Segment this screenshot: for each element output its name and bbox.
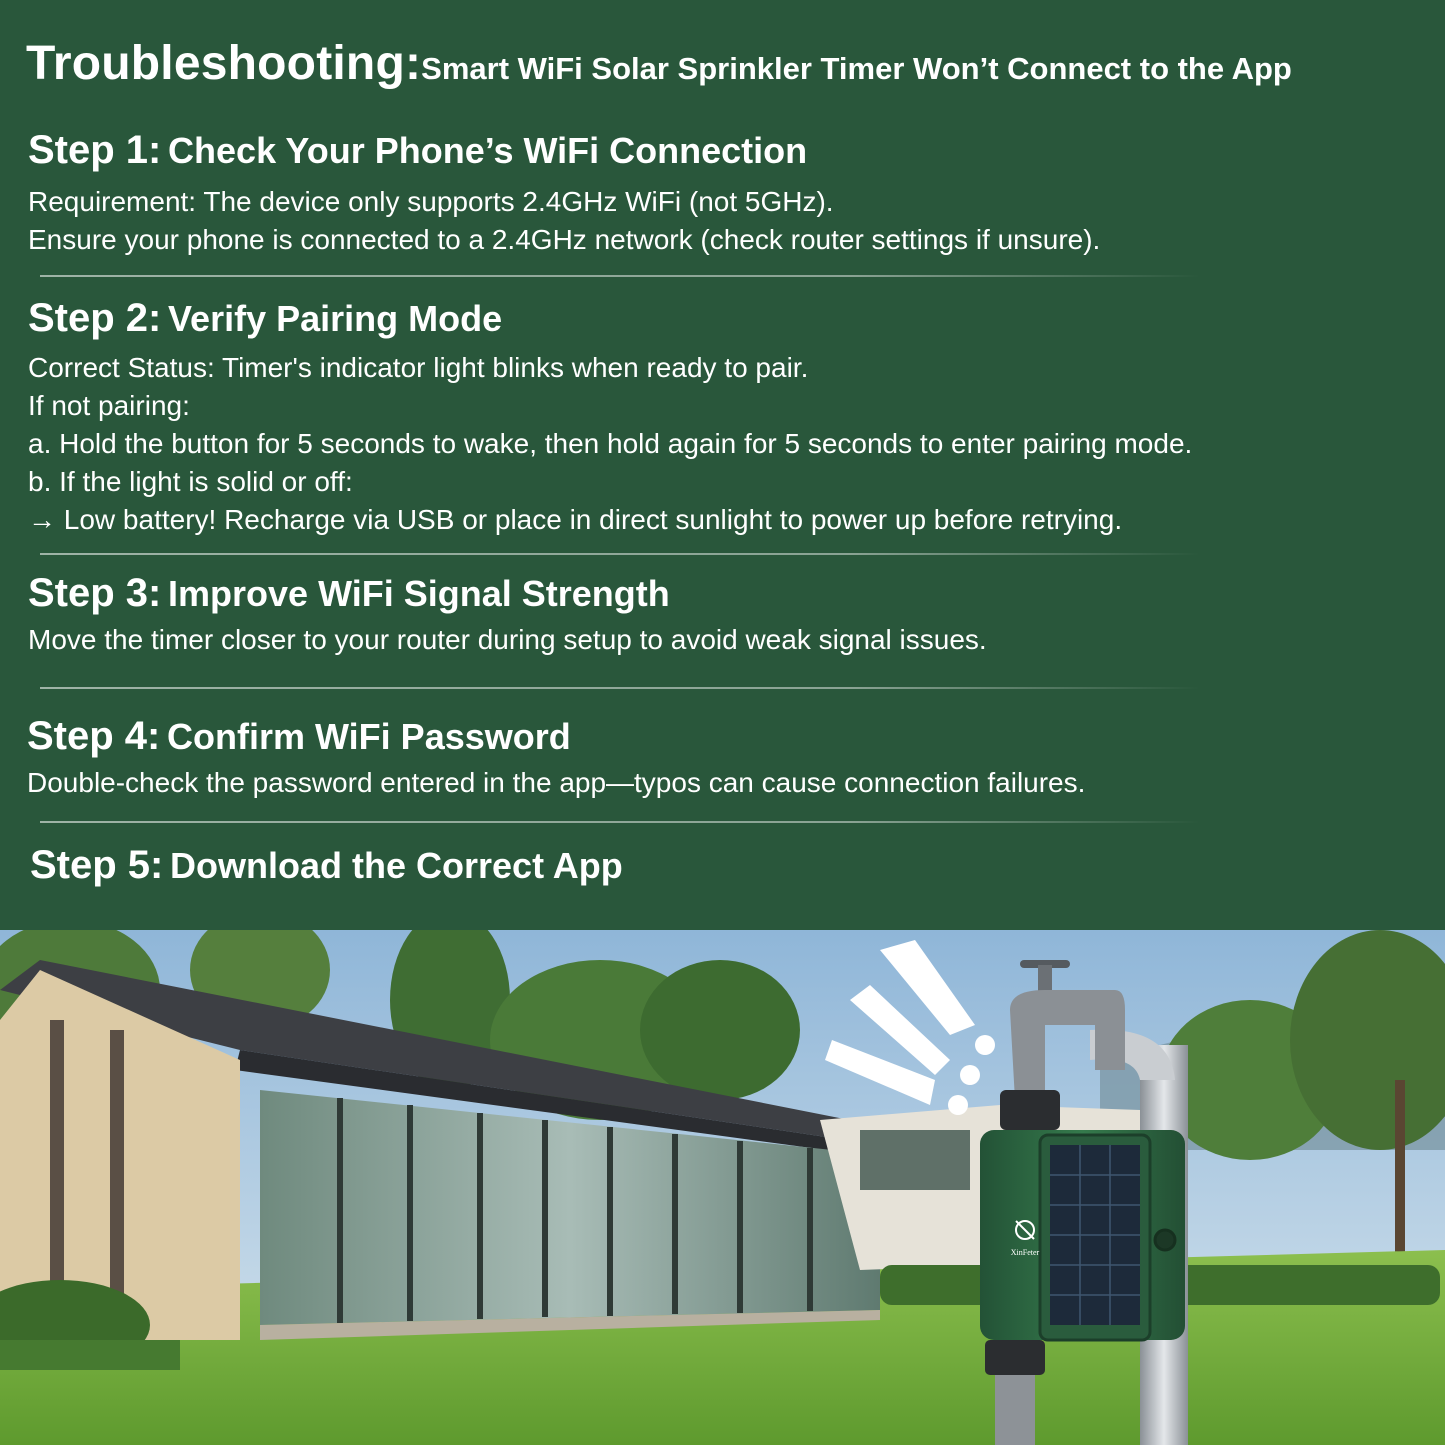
title-main: Troubleshooting:	[26, 37, 422, 90]
brand-label: XinFeter	[1010, 1248, 1040, 1257]
step-2-number: Step 2:	[28, 296, 162, 340]
step-1-line-2: Ensure your phone is connected to a 2.4GHz network (check router settings if unsure).	[28, 224, 1101, 255]
device-button	[1155, 1230, 1175, 1250]
step-2-line-5: → Low battery! Recharge via USB or place in direct sunlight to power up before retrying.	[28, 504, 1123, 535]
step-1-number: Step 1:	[28, 128, 162, 172]
step-3-line-1: Move the timer closer to your router during setup to avoid weak signal issues.	[28, 624, 987, 655]
step-5	[30, 845, 623, 885]
step-4-heading	[27, 716, 1085, 756]
step-2-line-4: b. If the light is solid or off:	[28, 466, 353, 497]
step-5-number: Step 5:	[30, 843, 164, 887]
step-2-title: Verify Pairing Mode	[168, 298, 503, 339]
step-1-heading	[28, 130, 1100, 170]
divider-4	[40, 821, 1200, 823]
step-4	[27, 716, 1085, 802]
step-2-line-2: If not pairing:	[28, 390, 190, 421]
step-5-heading	[30, 845, 623, 885]
page-title	[26, 36, 1292, 91]
divider-2	[40, 553, 1200, 555]
step-1-title: Check Your Phone’s WiFi Connection	[168, 130, 808, 171]
step-4-line-1: Double-check the password entered in the app—typos can cause connection failures.	[27, 767, 1086, 798]
step-1	[28, 130, 1100, 259]
step-2-line-3: a. Hold the button for 5 seconds to wake, then hold again for 5 seconds to enter pairing mode.	[28, 428, 1193, 459]
title-subtitle: Smart WiFi Solar Sprinkler Timer Won’t Connect to the App	[421, 51, 1292, 86]
step-2-heading	[28, 298, 1192, 338]
step-3	[28, 573, 987, 659]
step-4-number: Step 4:	[27, 714, 161, 758]
step-3-title: Improve WiFi Signal Strength	[168, 573, 670, 614]
divider-3	[40, 687, 1200, 689]
step-2	[28, 298, 1192, 539]
product-scene-photo	[0, 930, 1445, 1445]
step-3-heading	[28, 573, 987, 613]
step-3-number: Step 3:	[28, 571, 162, 615]
step-2-line-1: Correct Status: Timer's indicator light blinks when ready to pair.	[28, 352, 809, 383]
step-1-line-1: Requirement: The device only supports 2.4GHz WiFi (not 5GHz).	[28, 186, 834, 217]
divider-1	[40, 275, 1200, 277]
step-5-title: Download the Correct App	[170, 845, 623, 886]
step-4-title: Confirm WiFi Password	[167, 716, 571, 757]
